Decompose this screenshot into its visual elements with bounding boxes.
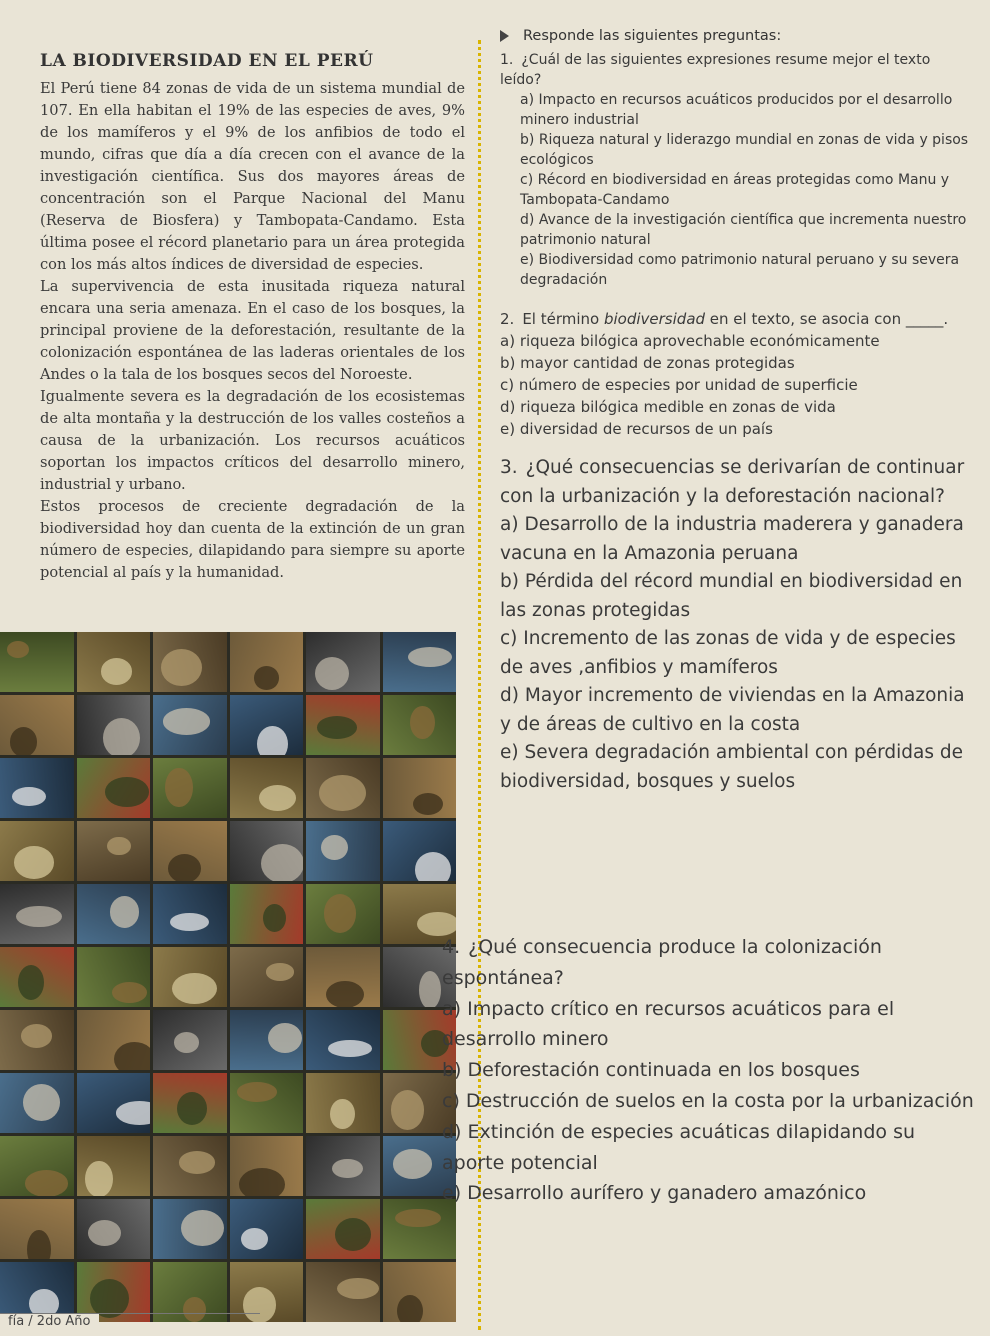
- question-1-number: 1.: [500, 52, 514, 68]
- question-1: [500, 50, 970, 290]
- animal-silhouette: [413, 793, 443, 815]
- animal-photo-tile: [230, 947, 304, 1007]
- animal-silhouette: [88, 1220, 121, 1246]
- animal-silhouette: [107, 837, 131, 856]
- instructions-text: Responde las siguientes preguntas:: [523, 28, 782, 44]
- animal-silhouette: [112, 982, 147, 1003]
- article-title: LA BIODIVERSIDAD EN EL PERÚ: [40, 51, 374, 71]
- animal-silhouette: [415, 852, 451, 881]
- animal-silhouette: [85, 1161, 112, 1196]
- animal-photo-tile: [230, 1136, 304, 1196]
- article-paragraph-4: Estos procesos de creciente degradación de la biodiversidad hoy dan cuenta de la extinción de un gran número de especies, dilapidando para siempre su aporte potencial al país y la humanidad.: [40, 498, 465, 581]
- animal-silhouette: [170, 913, 209, 931]
- animal-silhouette: [181, 1210, 224, 1246]
- animal-photo-tile: [383, 695, 457, 755]
- animal-photo-tile: [77, 695, 151, 755]
- animal-photo-tile: [0, 1199, 74, 1259]
- animal-silhouette: [237, 1082, 277, 1102]
- animal-silhouette: [101, 658, 133, 685]
- animal-photo-tile: [306, 884, 380, 944]
- animal-silhouette: [12, 787, 46, 806]
- animal-silhouette: [332, 1159, 362, 1178]
- question-1-option-e[interactable]: e) Biodiversidad como patrimonio natural peruano y su severa degradación: [520, 252, 960, 288]
- question-1-option-c[interactable]: c) Récord en biodiversidad en áreas protegidas como Manu y Tambopata-Candamo: [520, 172, 950, 208]
- question-1-option-b[interactable]: b) Riqueza natural y liderazgo mundial en zonas de vida y pisos ecológicos: [520, 132, 969, 168]
- question-1-option-a[interactable]: a) Impacto en recursos acuáticos producidos por el desarrollo minero industrial: [520, 92, 953, 128]
- animal-silhouette: [239, 1168, 285, 1196]
- animal-photo-tile: [153, 758, 227, 818]
- animal-silhouette: [163, 708, 210, 734]
- animal-silhouette: [177, 1092, 208, 1126]
- animal-silhouette: [419, 971, 441, 1007]
- animal-photo-tile: [77, 758, 151, 818]
- animal-silhouette: [27, 1230, 51, 1259]
- instructions: [500, 26, 970, 46]
- question-2-option-b[interactable]: b) mayor cantidad de zonas protegidas: [500, 354, 795, 372]
- question-3-option-c[interactable]: c) Incremento de las zonas de vida y de especies de aves ,anfibios y mamíferos: [500, 628, 956, 678]
- animal-silhouette: [16, 906, 62, 928]
- animal-silhouette: [268, 1023, 303, 1054]
- animal-silhouette: [23, 1084, 60, 1121]
- article-paragraph-2: La supervivencia de esta inusitada riqueza natural encara una seria amenaza. En el caso de los bosques, la principal proviene de la deforestación, resultante de la colonización espontánea de las laderas orientales de los Andes o la tala de los bosques secos del Noroeste.: [40, 278, 465, 383]
- animal-silhouette: [161, 649, 202, 686]
- animal-silhouette: [168, 854, 201, 881]
- question-4-option-b[interactable]: b) Deforestación continuada en los bosques: [442, 1059, 860, 1082]
- animal-silhouette: [395, 1209, 441, 1228]
- animal-photo-tile: [153, 632, 227, 692]
- animal-silhouette: [324, 894, 356, 932]
- animal-silhouette: [263, 904, 286, 932]
- question-2-number: 2.: [500, 310, 515, 328]
- animal-photo-tile: [230, 1199, 304, 1259]
- animal-silhouette: [330, 1099, 354, 1129]
- animal-photo-tile: [0, 758, 74, 818]
- animal-photo-tile: [153, 1010, 227, 1070]
- animal-photo-tile: [383, 758, 457, 818]
- article-paragraph-1: El Perú tiene 84 zonas de vida de un sistema mundial de 107. En ella habitan el 19% de las especies de aves, 9% de los mamíferos y el 9% de los anfibios de todo el mundo, cifras que día a día crecen con el avance de la investigación científica. Sus dos mayores áreas de concentración son el Parque Nacional del Manu (Reserva de Biosfera) y Tambopata-Candamo. Esta última posee el récord planetario para un área protegida con los más altos índices de diversidad de especies.: [40, 80, 465, 273]
- animal-silhouette: [337, 1278, 379, 1300]
- animal-silhouette: [261, 844, 303, 881]
- animal-silhouette: [243, 1287, 275, 1322]
- animal-photo-tile: [230, 821, 304, 881]
- animal-photo-tile: [0, 1136, 74, 1196]
- animal-photo-tile: [0, 884, 74, 944]
- question-2: 2. El término biodiversidad en el texto, se asocia con _____. a) riqueza bilógica aprovechable económicamente b) mayor cantidad de zonas protegidas c) número de especies por unidad de superficie d) riqueza bilógica medible en zonas de vida e) diversidad de recursos de un país: [500, 308, 970, 440]
- animal-silhouette: [114, 1042, 150, 1070]
- animal-photo-tile: [306, 758, 380, 818]
- animal-silhouette: [174, 1032, 199, 1052]
- triangle-bullet-icon: [500, 30, 509, 42]
- animal-photo-tile: [306, 1073, 380, 1133]
- question-4-text: ¿Qué consecuencia produce la colonización espontánea?: [442, 936, 882, 989]
- question-4-option-d[interactable]: d) Extinción de especies acuáticas dilapidando su aporte potencial: [442, 1120, 916, 1174]
- animal-silhouette: [397, 1295, 423, 1322]
- question-4-number: 4.: [442, 936, 461, 958]
- question-2-option-e[interactable]: e) diversidad de recursos de un país: [500, 420, 773, 438]
- animal-photo-tile: [306, 947, 380, 1007]
- animal-photo-tile: [153, 695, 227, 755]
- animal-photo-tile: [77, 632, 151, 692]
- animal-photo-tile: [306, 1136, 380, 1196]
- animal-silhouette: [183, 1297, 206, 1322]
- animal-silhouette: [21, 1024, 53, 1048]
- question-4-option-c[interactable]: c) Destrucción de suelos en la costa por la urbanización: [442, 1089, 974, 1112]
- animal-photo-tile: [383, 821, 457, 881]
- question-3-option-e[interactable]: e) Severa degradación ambiental con pérdidas de biodiversidad, bosques y suelos: [500, 742, 963, 792]
- question-3-option-a[interactable]: a) Desarrollo de la industria maderera y ganadera vacuna en la Amazonia peruana: [500, 514, 964, 564]
- animal-silhouette: [393, 1149, 433, 1178]
- animal-photo-tile: [0, 947, 74, 1007]
- question-4: [442, 932, 982, 1209]
- animal-silhouette: [315, 657, 350, 691]
- animal-photo-tile: [77, 947, 151, 1007]
- animal-silhouette: [391, 1090, 425, 1130]
- animal-photo-tile: [306, 695, 380, 755]
- animal-silhouette: [14, 846, 54, 878]
- animal-silhouette: [103, 718, 140, 755]
- animal-silhouette: [317, 716, 357, 739]
- animal-photo-tile: [77, 821, 151, 881]
- question-3: [500, 454, 970, 796]
- animal-silhouette: [254, 666, 279, 689]
- question-3-option-d[interactable]: d) Mayor incremento de viviendas en la Amazonia y de áreas de cultivo en la costa: [500, 685, 965, 735]
- question-3-option-b[interactable]: b) Pérdida del récord mundial en biodiversidad en las zonas protegidas: [500, 571, 963, 621]
- question-4-option-a[interactable]: a) Impacto crítico en recursos acuáticos para el desarrollo minero: [442, 997, 895, 1051]
- animal-silhouette: [105, 777, 148, 806]
- animal-photo-tile: [230, 1073, 304, 1133]
- animal-photo-tile: [306, 821, 380, 881]
- animal-photo-tile: [77, 1199, 151, 1259]
- animal-silhouette: [165, 768, 192, 808]
- animal-photo-tile: [306, 1199, 380, 1259]
- animal-photo-tile: [230, 884, 304, 944]
- animal-photo-tile: [383, 632, 457, 692]
- question-4-option-e[interactable]: e) Desarrollo aurífero y ganadero amazónico: [442, 1182, 867, 1205]
- animal-silhouette: [328, 1040, 372, 1057]
- animal-silhouette: [319, 775, 365, 811]
- animal-silhouette: [321, 835, 347, 860]
- animal-photo-tile: [0, 1010, 74, 1070]
- page-footer: fía / 2do Año: [0, 1314, 99, 1329]
- animal-photo-tile: [306, 632, 380, 692]
- animal-photo-tile: [230, 758, 304, 818]
- animal-silhouette: [7, 641, 29, 658]
- animal-silhouette: [179, 1151, 216, 1174]
- article-paragraph-3: Igualmente severa es la degradación de los ecosistemas de alta montaña y la destrucción de los valles costeños a causa de la urbanización. Los recursos acuáticos soportan los impactos críticos del desarrollo minero, industrial y urbano.: [40, 388, 465, 493]
- animal-silhouette: [18, 965, 44, 1000]
- animal-photo-tile: [77, 1136, 151, 1196]
- animal-photo-tile: [153, 947, 227, 1007]
- animal-silhouette: [10, 727, 38, 755]
- animal-photo-tile: [153, 1199, 227, 1259]
- animal-silhouette: [257, 726, 288, 755]
- animal-silhouette: [110, 896, 139, 928]
- animal-silhouette: [241, 1228, 267, 1250]
- animal-photo-tile: [383, 1262, 457, 1322]
- question-1-text: ¿Cuál de las siguientes expresiones resume mejor el texto leído?: [500, 52, 931, 88]
- animal-photo-tile: [230, 695, 304, 755]
- animal-silhouette: [408, 647, 452, 667]
- animal-photo-tile: [0, 695, 74, 755]
- animal-silhouette: [116, 1101, 150, 1124]
- animal-silhouette: [326, 981, 364, 1007]
- article-column: [40, 50, 465, 584]
- animal-photo-tile: [153, 1073, 227, 1133]
- question-2-option-d[interactable]: d) riqueza bilógica medible en zonas de vida: [500, 398, 836, 416]
- animal-photo-tile: [306, 1010, 380, 1070]
- animal-photo-tile: [306, 1262, 380, 1322]
- animal-photo-collage: [0, 632, 456, 1322]
- animal-photo-tile: [0, 1073, 74, 1133]
- animal-silhouette: [25, 1170, 68, 1196]
- animal-photo-tile: [0, 632, 74, 692]
- animal-silhouette: [410, 706, 434, 739]
- animal-silhouette: [172, 973, 217, 1004]
- question-2-term: biodiversidad: [603, 310, 706, 328]
- animal-photo-tile: [77, 1010, 151, 1070]
- animal-photo-tile: [0, 821, 74, 881]
- animal-silhouette: [335, 1218, 371, 1250]
- question-3-number: 3.: [500, 457, 518, 478]
- question-2-option-a[interactable]: a) riqueza bilógica aprovechable económicamente: [500, 332, 880, 350]
- animal-photo-tile: [77, 884, 151, 944]
- animal-photo-tile: [153, 1136, 227, 1196]
- question-2-option-c[interactable]: c) número de especies por unidad de superficie: [500, 376, 858, 394]
- animal-silhouette: [259, 785, 296, 811]
- animal-photo-tile: [230, 632, 304, 692]
- question-3-text: ¿Qué consecuencias se derivarían de continuar con la urbanización y la deforestación nacional?: [500, 457, 965, 507]
- questions-column: [500, 26, 970, 796]
- animal-photo-tile: [153, 821, 227, 881]
- animal-silhouette: [266, 963, 295, 980]
- animal-photo-tile: [153, 884, 227, 944]
- animal-photo-tile: [230, 1010, 304, 1070]
- animal-photo-tile: [77, 1073, 151, 1133]
- question-1-option-d[interactable]: d) Avance de la investigación científica que incrementa nuestro patrimonio natural: [520, 212, 967, 248]
